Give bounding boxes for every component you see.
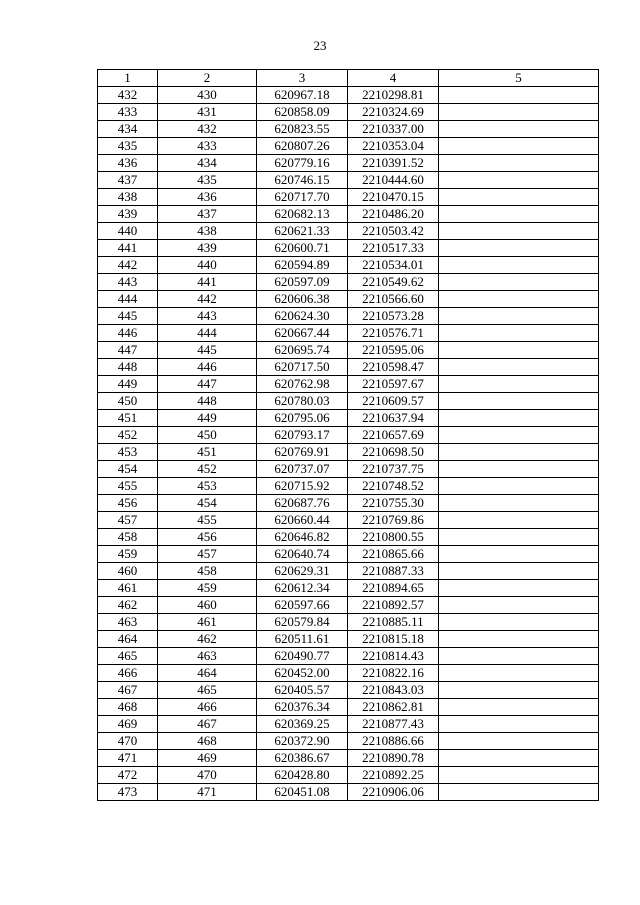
table-cell-col-1: 432: [98, 87, 158, 104]
table-cell-col-5: [439, 223, 599, 240]
table-cell-col-5: [439, 478, 599, 495]
table-row: [98, 359, 599, 376]
table-cell-col-5: [439, 699, 599, 716]
table-cell-col-3: 620600.71: [257, 240, 348, 257]
table-cell-col-5: [439, 427, 599, 444]
table-cell-col-4: 2210609.57: [348, 393, 439, 410]
table-row: [98, 699, 599, 716]
table-cell-col-4: 2210549.62: [348, 274, 439, 291]
table-cell-col-2: 455: [158, 512, 257, 529]
table-cell-col-5: [439, 240, 599, 257]
table-cell-col-5: [439, 274, 599, 291]
table-cell-col-5: [439, 257, 599, 274]
table-cell-col-3: 620490.77: [257, 648, 348, 665]
column-header-2: 2: [158, 70, 257, 87]
table-cell-col-3: 620640.74: [257, 546, 348, 563]
table-cell-col-5: [439, 461, 599, 478]
table-cell-col-4: 2210885.11: [348, 614, 439, 631]
column-header-4: 4: [348, 70, 439, 87]
table-cell-col-2: 443: [158, 308, 257, 325]
table-cell-col-5: [439, 563, 599, 580]
table-cell-col-2: 439: [158, 240, 257, 257]
table-cell-col-1: 443: [98, 274, 158, 291]
table-cell-col-1: 464: [98, 631, 158, 648]
table-row: [98, 121, 599, 138]
table-cell-col-5: [439, 733, 599, 750]
table-cell-col-3: 620621.33: [257, 223, 348, 240]
table-cell-col-2: 446: [158, 359, 257, 376]
table-cell-col-5: [439, 529, 599, 546]
table-cell-col-2: 430: [158, 87, 257, 104]
table-cell-col-5: [439, 138, 599, 155]
table-cell-col-4: 2210877.43: [348, 716, 439, 733]
column-header-3: 3: [257, 70, 348, 87]
table-cell-col-1: 470: [98, 733, 158, 750]
table-cell-col-5: [439, 580, 599, 597]
table-cell-col-4: 2210598.47: [348, 359, 439, 376]
table-cell-col-2: 435: [158, 172, 257, 189]
table-cell-col-4: 2210324.69: [348, 104, 439, 121]
table-cell-col-2: 462: [158, 631, 257, 648]
table-cell-col-2: 442: [158, 291, 257, 308]
table-cell-col-3: 620511.61: [257, 631, 348, 648]
table-cell-col-3: 620793.17: [257, 427, 348, 444]
table-cell-col-3: 620660.44: [257, 512, 348, 529]
table-cell-col-3: 620629.31: [257, 563, 348, 580]
table-cell-col-5: [439, 546, 599, 563]
table-cell-col-5: [439, 597, 599, 614]
table-row: [98, 529, 599, 546]
table-cell-col-5: [439, 308, 599, 325]
table-cell-col-4: 2210637.94: [348, 410, 439, 427]
table-cell-col-1: 436: [98, 155, 158, 172]
table-cell-col-4: 2210843.03: [348, 682, 439, 699]
table-cell-col-3: 620667.44: [257, 325, 348, 342]
table-cell-col-1: 456: [98, 495, 158, 512]
table-cell-col-1: 454: [98, 461, 158, 478]
table-cell-col-3: 620606.38: [257, 291, 348, 308]
table-row: [98, 563, 599, 580]
table-cell-col-1: 435: [98, 138, 158, 155]
table-row: [98, 274, 599, 291]
table-cell-col-1: 450: [98, 393, 158, 410]
table-cell-col-3: 620451.08: [257, 784, 348, 801]
table-cell-col-4: 2210597.67: [348, 376, 439, 393]
table-cell-col-1: 441: [98, 240, 158, 257]
table-cell-col-1: 445: [98, 308, 158, 325]
table-row: [98, 104, 599, 121]
table-row: [98, 325, 599, 342]
table-cell-col-5: [439, 750, 599, 767]
column-header-5: 5: [439, 70, 599, 87]
table-cell-col-2: 432: [158, 121, 257, 138]
table-row: [98, 665, 599, 682]
table-cell-col-3: 620624.30: [257, 308, 348, 325]
table-row: [98, 376, 599, 393]
table-cell-col-1: 451: [98, 410, 158, 427]
table-row: [98, 291, 599, 308]
table-row: [98, 87, 599, 104]
table-cell-col-3: 620597.09: [257, 274, 348, 291]
table-cell-col-1: 461: [98, 580, 158, 597]
table-cell-col-1: 447: [98, 342, 158, 359]
table-row: [98, 342, 599, 359]
table-row: [98, 614, 599, 631]
table-cell-col-2: 434: [158, 155, 257, 172]
table-cell-col-4: 2210892.25: [348, 767, 439, 784]
table-cell-col-2: 445: [158, 342, 257, 359]
table-cell-col-3: 620579.84: [257, 614, 348, 631]
table-cell-col-3: 620823.55: [257, 121, 348, 138]
table-cell-col-3: 620780.03: [257, 393, 348, 410]
table-row: [98, 393, 599, 410]
table-cell-col-3: 620646.82: [257, 529, 348, 546]
table-cell-col-5: [439, 104, 599, 121]
page-number: 23: [313, 38, 327, 53]
table-row: [98, 172, 599, 189]
table-row: [98, 223, 599, 240]
table-cell-col-4: 2210886.66: [348, 733, 439, 750]
table-cell-col-3: 620372.90: [257, 733, 348, 750]
table-cell-col-2: 441: [158, 274, 257, 291]
table-cell-col-2: 436: [158, 189, 257, 206]
table-cell-col-2: 471: [158, 784, 257, 801]
table-row: [98, 682, 599, 699]
table-cell-col-5: [439, 393, 599, 410]
table-cell-col-2: 459: [158, 580, 257, 597]
table-cell-col-4: 2210337.00: [348, 121, 439, 138]
table-cell-col-3: 620858.09: [257, 104, 348, 121]
table-row: [98, 767, 599, 784]
table-cell-col-4: 2210748.52: [348, 478, 439, 495]
table-cell-col-5: [439, 444, 599, 461]
table-row: [98, 750, 599, 767]
table-cell-col-3: 620612.34: [257, 580, 348, 597]
table-cell-col-2: 470: [158, 767, 257, 784]
table-cell-col-5: [439, 87, 599, 104]
table-cell-col-1: 453: [98, 444, 158, 461]
table-cell-col-4: 2210865.66: [348, 546, 439, 563]
table-cell-col-5: [439, 495, 599, 512]
table-cell-col-2: 450: [158, 427, 257, 444]
table-cell-col-1: 448: [98, 359, 158, 376]
table-cell-col-4: 2210503.42: [348, 223, 439, 240]
table-cell-col-4: 2210534.01: [348, 257, 439, 274]
table-cell-col-4: 2210822.16: [348, 665, 439, 682]
table-cell-col-2: 460: [158, 597, 257, 614]
table-cell-col-5: [439, 682, 599, 699]
table-cell-col-3: 620717.50: [257, 359, 348, 376]
table-cell-col-5: [439, 614, 599, 631]
table-cell-col-2: 451: [158, 444, 257, 461]
table-row: [98, 155, 599, 172]
table-cell-col-4: 2210892.57: [348, 597, 439, 614]
table-cell-col-5: [439, 342, 599, 359]
table-cell-col-5: [439, 155, 599, 172]
table-row: [98, 597, 599, 614]
table-cell-col-1: 452: [98, 427, 158, 444]
table-cell-col-3: 620369.25: [257, 716, 348, 733]
table-cell-col-5: [439, 359, 599, 376]
table-cell-col-1: 433: [98, 104, 158, 121]
table-cell-col-2: 464: [158, 665, 257, 682]
table-cell-col-5: [439, 784, 599, 801]
table-cell-col-1: 469: [98, 716, 158, 733]
table-row: [98, 478, 599, 495]
table-cell-col-3: 620695.74: [257, 342, 348, 359]
table-cell-col-4: 2210887.33: [348, 563, 439, 580]
header-row: [98, 70, 599, 87]
table-cell-col-4: 2210470.15: [348, 189, 439, 206]
table-cell-col-3: 620405.57: [257, 682, 348, 699]
table-cell-col-5: [439, 189, 599, 206]
table-cell-col-1: 466: [98, 665, 158, 682]
table-cell-col-5: [439, 410, 599, 427]
table-row: [98, 512, 599, 529]
table-cell-col-2: 465: [158, 682, 257, 699]
table-cell-col-3: 620807.26: [257, 138, 348, 155]
table-body: [98, 87, 599, 801]
table-cell-col-5: [439, 325, 599, 342]
table-cell-col-2: 461: [158, 614, 257, 631]
table-cell-col-1: 455: [98, 478, 158, 495]
table-cell-col-5: [439, 291, 599, 308]
table-cell-col-1: 459: [98, 546, 158, 563]
table-row: [98, 784, 599, 801]
table-cell-col-3: 620737.07: [257, 461, 348, 478]
table-cell-col-2: 433: [158, 138, 257, 155]
table-row: [98, 648, 599, 665]
table-header: [98, 70, 599, 87]
table-cell-col-3: 620682.13: [257, 206, 348, 223]
table-cell-col-3: 620386.67: [257, 750, 348, 767]
table-cell-col-1: 438: [98, 189, 158, 206]
table-cell-col-2: 452: [158, 461, 257, 478]
table-cell-col-2: 469: [158, 750, 257, 767]
table-cell-col-3: 620687.76: [257, 495, 348, 512]
table-cell-col-1: 472: [98, 767, 158, 784]
table-cell-col-3: 620967.18: [257, 87, 348, 104]
table-cell-col-4: 2210890.78: [348, 750, 439, 767]
table-cell-col-4: 2210894.65: [348, 580, 439, 597]
table-cell-col-2: 457: [158, 546, 257, 563]
table-cell-col-4: 2210486.20: [348, 206, 439, 223]
table-cell-col-3: 620769.91: [257, 444, 348, 461]
table-cell-col-3: 620795.06: [257, 410, 348, 427]
table-cell-col-1: 449: [98, 376, 158, 393]
table-row: [98, 461, 599, 478]
table-cell-col-1: 434: [98, 121, 158, 138]
table-row: [98, 410, 599, 427]
table-cell-col-3: 620762.98: [257, 376, 348, 393]
table-cell-col-4: 2210906.06: [348, 784, 439, 801]
table-cell-col-1: 437: [98, 172, 158, 189]
table-row: [98, 206, 599, 223]
table-cell-col-4: 2210391.52: [348, 155, 439, 172]
table-row: [98, 716, 599, 733]
table-cell-col-1: 442: [98, 257, 158, 274]
table-cell-col-5: [439, 665, 599, 682]
table-cell-col-3: 620715.92: [257, 478, 348, 495]
table-cell-col-4: 2210769.86: [348, 512, 439, 529]
table-cell-col-4: 2210755.30: [348, 495, 439, 512]
table-cell-col-3: 620376.34: [257, 699, 348, 716]
table-cell-col-5: [439, 206, 599, 223]
table-cell-col-3: 620428.80: [257, 767, 348, 784]
table-cell-col-4: 2210573.28: [348, 308, 439, 325]
table-row: [98, 427, 599, 444]
table-cell-col-2: 467: [158, 716, 257, 733]
table-cell-col-1: 467: [98, 682, 158, 699]
table-cell-col-2: 468: [158, 733, 257, 750]
table-cell-col-5: [439, 631, 599, 648]
table-cell-col-1: 444: [98, 291, 158, 308]
table-cell-col-4: 2210657.69: [348, 427, 439, 444]
table-cell-col-2: 463: [158, 648, 257, 665]
table-cell-col-2: 440: [158, 257, 257, 274]
table-cell-col-3: 620717.70: [257, 189, 348, 206]
table-cell-col-4: 2210814.43: [348, 648, 439, 665]
table-cell-col-4: 2210595.06: [348, 342, 439, 359]
table-cell-col-2: 447: [158, 376, 257, 393]
table-cell-col-2: 449: [158, 410, 257, 427]
table-cell-col-4: 2210566.60: [348, 291, 439, 308]
table-cell-col-1: 463: [98, 614, 158, 631]
table-cell-col-2: 458: [158, 563, 257, 580]
table-cell-col-1: 458: [98, 529, 158, 546]
table-cell-col-1: 468: [98, 699, 158, 716]
table-cell-col-5: [439, 121, 599, 138]
table-cell-col-4: 2210737.75: [348, 461, 439, 478]
table-row: [98, 308, 599, 325]
table-cell-col-1: 473: [98, 784, 158, 801]
table-cell-col-4: 2210815.18: [348, 631, 439, 648]
table-cell-col-3: 620594.89: [257, 257, 348, 274]
table-cell-col-2: 437: [158, 206, 257, 223]
table-cell-col-5: [439, 172, 599, 189]
table-cell-col-2: 453: [158, 478, 257, 495]
table-cell-col-5: [439, 716, 599, 733]
table-cell-col-5: [439, 512, 599, 529]
table-row: [98, 495, 599, 512]
table-cell-col-1: 460: [98, 563, 158, 580]
table-row: [98, 733, 599, 750]
table-cell-col-3: 620597.66: [257, 597, 348, 614]
table-cell-col-4: 2210862.81: [348, 699, 439, 716]
table-row: [98, 444, 599, 461]
table-row: [98, 546, 599, 563]
table-cell-col-2: 431: [158, 104, 257, 121]
table-cell-col-4: 2210698.50: [348, 444, 439, 461]
table-cell-col-1: 471: [98, 750, 158, 767]
table-cell-col-2: 466: [158, 699, 257, 716]
column-header-1: 1: [98, 70, 158, 87]
table-cell-col-3: 620779.16: [257, 155, 348, 172]
table-cell-col-1: 462: [98, 597, 158, 614]
table-cell-col-1: 446: [98, 325, 158, 342]
table-row: [98, 257, 599, 274]
coordinates-table: [97, 69, 599, 801]
table-cell-col-5: [439, 376, 599, 393]
table-cell-col-2: 448: [158, 393, 257, 410]
table-cell-col-4: 2210517.33: [348, 240, 439, 257]
table-cell-col-1: 465: [98, 648, 158, 665]
table-cell-col-4: 2210298.81: [348, 87, 439, 104]
table-row: [98, 580, 599, 597]
table-cell-col-5: [439, 767, 599, 784]
table-cell-col-1: 439: [98, 206, 158, 223]
table-cell-col-5: [439, 648, 599, 665]
table-cell-col-2: 456: [158, 529, 257, 546]
table-row: [98, 631, 599, 648]
table-cell-col-4: 2210576.71: [348, 325, 439, 342]
table-cell-col-1: 457: [98, 512, 158, 529]
table-row: [98, 138, 599, 155]
table-cell-col-4: 2210800.55: [348, 529, 439, 546]
table-cell-col-3: 620746.15: [257, 172, 348, 189]
table-cell-col-1: 440: [98, 223, 158, 240]
table-cell-col-4: 2210353.04: [348, 138, 439, 155]
table-row: [98, 240, 599, 257]
table-cell-col-2: 444: [158, 325, 257, 342]
table-row: [98, 189, 599, 206]
table-cell-col-4: 2210444.60: [348, 172, 439, 189]
table-cell-col-2: 454: [158, 495, 257, 512]
table-cell-col-3: 620452.00: [257, 665, 348, 682]
table-cell-col-2: 438: [158, 223, 257, 240]
